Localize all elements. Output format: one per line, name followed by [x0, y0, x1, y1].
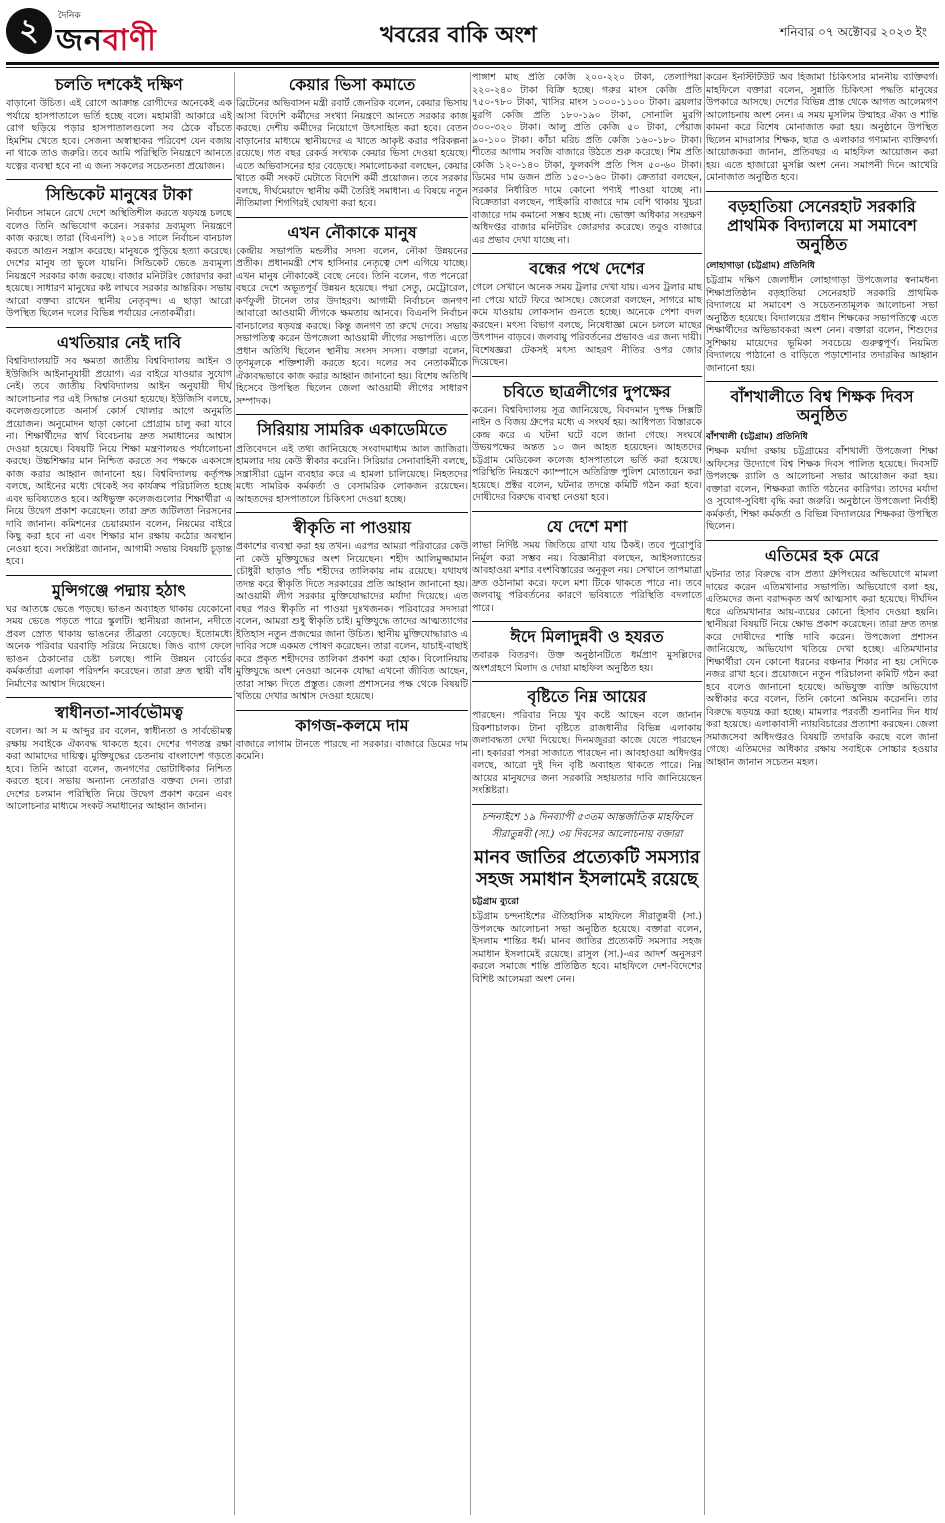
article-body: পাঙ্গাশ মাছ প্রতি কেজি ২০০-২২০ টাকা, তেলাপিয়া ২২০-২৪০ টাকা বিক্রি হচ্ছে। গরুর মাংস কেজি প্রতি ৭৫০-৭৮০ টাকা, খাসির মাংস ১০০০-১১০০ টাকা। ব্রয়লার মুরগি কেজি প্রতি ১৮০-১৯০ টাকা, সোনালি মুরগি ৩০০-৩২০ টাকা। আলু প্রতি কেজি ৫০ টাকা, পেঁয়াজ ৯০-১০০ টাকা। কাঁচা মরিচ প্রতি কেজি ১৬০-১৮০ টাকা। শীতের আগাম সবজি বাজারে উঠতে শুরু করেছে। শিম প্রতি কেজি ১২০-১৪০ টাকা, ফুলকপি প্রতি পিস ৫০-৬০ টাকা। ডিমের দাম ডজন প্রতি ১৫০-১৬০ টাকা। ক্রেতারা বলছেন, সরকার নির্ধারিত দামে কোনো পণ্যই পাওয়া যাচ্ছে না। বিক্রেতারা বলছেন, পাইকারি বাজারে দাম বেশি থাকায় খুচরা বাজারে দাম কমানো সম্ভব হচ্ছে না। ভোক্তা অধিকার সংরক্ষণ অধিদপ্তর বাজার মনিটরিং জোরদার করেছে। তবুও বাজারে এর প্রভাব দেখা যাচ্ছে না।	[472, 72, 702, 246]
section-title: খবরের বাকি অংশ	[380, 23, 537, 48]
article	[6, 185, 232, 321]
article-separator	[236, 710, 468, 711]
article-headline: মুন্সিগঞ্জে পদ্মায় হঠাৎ	[51, 580, 186, 600]
publication-date: শনিবার ০৭ অক্টোবর ২০২৩ ইং	[779, 25, 927, 39]
article-body: প্রতিবেদনে এই তথ্য জানিয়েছে সংবাদমাধ্যম আল জাজিরা। হামলার দায় কেউ স্বীকার করেনি। সিরিয়ার সেনাবাহিনী বলছে, সন্ত্রাসীরা ড্রোন ব্যবহার করে এ হামলা চালিয়েছে। নিহতদের মধ্যে সামরিক কর্মকর্তা ও বেসামরিক লোকজন রয়েছেন। আহতদের হাসপাতালে চিকিৎসা দেওয়া হচ্ছে।	[236, 443, 468, 505]
article-separator	[6, 575, 232, 576]
article-headline: কেয়ার ভিসা কমাতে	[288, 75, 416, 94]
article-headline: স্বাধীনতা-সার্বভৌমত্ব	[54, 703, 184, 723]
article-byline: বাঁশখালী (চট্টগ্রাম) প্রতিনিধি	[706, 432, 808, 443]
article	[472, 627, 702, 675]
article-byline: লোহাগাড়া (চট্টগ্রাম) প্রতিনিধি	[706, 261, 815, 272]
article-headline: ঈদে মিলাদুন্নবী ও হযরত	[510, 627, 664, 647]
article-headline: বৃষ্টিতে নিম্ন আয়ের	[527, 687, 647, 707]
article-separator	[472, 621, 702, 622]
column-4	[706, 72, 938, 1515]
article-body: চট্টগ্রাম চন্দনাইশের ঐতিহাসিক মাহফিলে সীরাতুন্নবী (সা.) উপলক্ষে আলোচনা সভা অনুষ্ঠিত হয়েছে। বক্তারা বলেন, ইসলাম শান্তির ধর্ম। মানব জাতির প্রত্যেকটি সমস্যার সহজ সমাধান ইসলামেই রয়েছে। রাসুল (সা.)-এর আদর্শ অনুসরণ করলে সমাজে শান্তি প্রতিষ্ঠিত হবে। মাহফিলে দেশ-বিদেশের বিশিষ্ট আলেমরা অংশ নেন।	[472, 911, 702, 985]
article-headline: বন্ধের পথে দেশের	[529, 259, 645, 278]
article-body: কেন্দ্রীয় সভাপতি মন্ডলীর সদস্য বলেন, নৌকা উন্নয়নের প্রতীক। প্রধানমন্ত্রী শেখ হাসিনার নেতৃত্বে দেশ এগিয়ে যাচ্ছে। এখন মানুষ নৌকাকেই বেছে নেবে। তিনি বলেন, গত পনেরো বছরে দেশে অভূতপূর্ব উন্নয়ন হয়েছে। পদ্মা সেতু, মেট্রোরেল, কর্ণফুলী টানেল তার উদাহরণ। আগামী নির্বাচনে জনগণ আবারো আওয়ামী লীগকে ক্ষমতায় আনবে। বিএনপি নির্বাচন বানচালের ষড়যন্ত্র করছে। কিন্তু জনগণ তা রুখে দেবে। সভায় সভাপতিত্ব করেন উপজেলা আওয়ামী লীগের সভাপতি। এতে প্রধান অতিথি ছিলেন স্থানীয় সংসদ সদস্য। বক্তারা বলেন, তৃণমূলকে শক্তিশালী করতে হবে। দলের সব নেতাকর্মীকে ঐক্যবদ্ধভাবে কাজ করার আহ্বান জানানো হয়। বিশেষ অতিথি হিসেবে উপস্থিত ছিলেন জেলা আওয়ামী লীগের সাধারণ সম্পাদক।	[236, 245, 468, 407]
column-divider	[704, 72, 705, 1515]
newspaper-logo	[56, 16, 157, 67]
article	[6, 333, 232, 569]
article-separator	[706, 381, 938, 382]
column-3	[472, 72, 702, 1515]
logo-part-2: বাণী	[102, 23, 157, 58]
article-headline: স্বীকৃতি না পাওয়ায়	[292, 518, 412, 538]
article-body: ব্রিটেনের অভিবাসন মন্ত্রী রবার্ট জেনরিক বলেন, কেয়ার ভিসায় আসা বিদেশি কর্মীদের সংখ্যা নিয়ন্ত্রণে আনতে সরকার কাজ করছে। দেশীয় কর্মীদের নিয়োগে উৎসাহিত করা হবে। বেতন বাড়ানোর মাধ্যমে স্থানীয়দের এ খাতে আকৃষ্ট করার পরিকল্পনা রয়েছে। গত বছর রেকর্ড সংখ্যক কেয়ার ভিসা দেওয়া হয়েছে। এতে অভিবাসনের হার বেড়েছে। সমালোচকরা বলছেন, কেয়ার খাতে কর্মী সংকট মেটাতে বিদেশি কর্মী প্রয়োজন। তবে সরকার বলছে, দীর্ঘমেয়াদে স্থানীয় কর্মী তৈরিই সমাধান। এ বিষয়ে নতুন নীতিমালা শিগগিরই ঘোষণা করা হবে।	[236, 98, 468, 210]
article-headline: এখন নৌকাকে মানুষ	[287, 222, 417, 242]
article-body: গেলে সেখানে অনেক সময় ট্রলার দেখা যায়। এসব ট্রলার মাছ না পেয়ে ঘাটে ফিরে আসছে। জেলেরা বলছেন, সাগরে মাছ কমে যাওয়ায় লোকসান গুনতে হচ্ছে। অনেকে পেশা বদল করছেন। মৎস্য বিভাগ বলছে, নিষেধাজ্ঞা মেনে চললে মাছের উৎপাদন বাড়বে। জলবায়ু পরিবর্তনের প্রভাবও এর জন্য দায়ী। বিশেষজ্ঞরা টেকসই মৎস্য আহরণ নীতির ওপর জোর দিয়েছেন।	[472, 282, 702, 369]
article-body: ঘটনার তার বিরুদ্ধে বাস প্রত্যা গ্রুপিংয়ের অভিযোগে মামলা দায়ের করেন এতিমখানার সভাপতি। অভিযোগে বলা হয়, এতিমদের জন্য বরাদ্দকৃত অর্থ আত্মসাৎ করা হয়েছে। দীর্ঘদিন ধরে এতিমখানার আয়-ব্যয়ের কোনো হিসাব দেওয়া হয়নি। স্থানীয়রা বিষয়টি নিয়ে ক্ষোভ প্রকাশ করেছেন। তারা দ্রুত তদন্ত করে দোষীদের শাস্তি দাবি করেন। উপজেলা প্রশাসন জানিয়েছে, অভিযোগ খতিয়ে দেখা হচ্ছে। এতিমখানার শিক্ষার্থীরা যেন কোনো ধরনের বঞ্চনার শিকার না হয় সেদিকে নজর রাখা হবে। প্রয়োজনে নতুন পরিচালনা কমিটি গঠন করা হবে বলেও জানানো হয়েছে। অভিযুক্ত ব্যক্তি অভিযোগ অস্বীকার করে বলেন, তিনি কোনো অনিয়ম করেননি। তার বিরুদ্ধে ষড়যন্ত্র করা হচ্ছে। মামলার পরবর্তী শুনানির দিন ধার্য করা হয়েছে। এলাকাবাসী ন্যায়বিচারের প্রত্যাশা করছেন। জেলা সমাজসেবা অধিদপ্তরও বিষয়টি তদারকি করছে বলে জানা গেছে। এতিমদের অধিকার রক্ষায় সবাইকে সোচ্চার হওয়ার আহ্বান জানান সচেতন মহল।	[706, 569, 938, 768]
article-body: করেন। বিশ্ববিদ্যালয় সূত্র জানিয়েছে, বিবদমান দুপক্ষ সিক্সটি নাইন ও বিজয় গ্রুপের মধ্যে এ সংঘর্ষ হয়। আধিপত্য বিস্তারকে কেন্দ্র করে এ ঘটনা ঘটে বলে জানা গেছে। সংঘর্ষে উভয়পক্ষের অন্তত ১০ জন আহত হয়েছেন। আহতদের চট্টগ্রাম মেডিকেল কলেজ হাসপাতালে ভর্তি করা হয়েছে। পরিস্থিতি নিয়ন্ত্রণে ক্যাম্পাসে অতিরিক্ত পুলিশ মোতায়েন করা হয়েছে। প্রক্টর বলেন, ঘটনার তদন্তে কমিটি গঠন করা হবে। দোষীদের বিরুদ্ধে ব্যবস্থা নেওয়া হবে।	[472, 404, 702, 504]
article-kicker: চন্দনাইশে ১৯ দিনব্যাপী ৫৩তম আন্তর্জাতিক মাহফিলে সীরাতুন্নবী (সা.) ৩য় দিবসের আলোচনায় বক্তারা	[481, 811, 693, 840]
article	[236, 420, 468, 506]
article-body: বিশ্ববিদ্যালয়টি সব ক্ষমতা জাতীয় বিশ্ববিদ্যালয় আইন ও ইউজিসি আইনানুযায়ী প্রয়োগ। এর বাইরে যাওয়ার সুযোগ নেই। তবে জাতীয় বিশ্ববিদ্যালয় আইন অনুযায়ী দীর্ঘ আলোচনার পর এই সিদ্ধান্ত নেওয়া হয়েছে। ইউজিসি বলছে, কলেজগুলোতে অনার্স কোর্স খোলার আগে অনুমতি প্রয়োজন। অনুমোদন ছাড়া কোনো প্রোগ্রাম চালু করা যাবে না। শিক্ষার্থীদের স্বার্থ বিবেচনায় দ্রুত সমাধানের আশ্বাস দেওয়া হয়েছে। বিষয়টি নিয়ে শিক্ষা মন্ত্রণালয়ও পর্যালোচনা করছে। উচ্চশিক্ষার মান নিশ্চিত করতে সব পক্ষকে একসঙ্গে কাজ করার আহ্বান জানানো হয়। বিশ্ববিদ্যালয় কর্তৃপক্ষ বলছে, আইনের মধ্যে থেকেই সব কার্যক্রম পরিচালিত হচ্ছে এবং ভবিষ্যতেও হবে। অধিভুক্ত কলেজগুলোর শিক্ষার্থীরা এ নিয়ে উদ্বেগ প্রকাশ করেছেন। তারা দ্রুত জটিলতা নিরসনের দাবি জানান। কমিশনের চেয়ারম্যান বলেন, নিয়মের বাইরে কিছু করা হবে না এবং শিক্ষার মান রক্ষায় কঠোর অবস্থান নেওয়া হবে। সংশ্লিষ্টরা জানান, আগামী সভায় বিষয়টি চূড়ান্ত হবে।	[6, 356, 232, 568]
article-headline: বাঁশখালীতে বিশ্ব শিক্ষক দিবস অনুষ্ঠিত	[730, 387, 914, 426]
article	[236, 716, 468, 764]
article-headline: এতিমের হক মেরে	[764, 545, 880, 565]
article-byline: চট্টগ্রাম ব্যুরো	[472, 897, 519, 908]
article-separator	[706, 540, 938, 541]
article	[706, 197, 938, 376]
article	[706, 546, 938, 769]
article	[706, 72, 938, 185]
article	[706, 387, 938, 534]
article	[472, 259, 702, 370]
logo-part-1: জন	[56, 23, 103, 58]
article-headline: সিরিয়ায় সামরিক একাডেমিতে	[257, 420, 447, 440]
article-body: পারছেন। পরিবার নিয়ে খুব কষ্টে আছেন বলে জানান রিকশাচালক। টানা বৃষ্টিতে রাজধানীর বিভিন্ন এলাকায় জলাবদ্ধতা দেখা দিয়েছে। দিনমজুররা কাজে যেতে পারছেন না। হকাররা পসরা সাজাতে পারছেন না। আবহাওয়া অধিদপ্তর বলছে, আরো দুই দিন বৃষ্টি অব্যাহত থাকতে পারে। নিম্ন আয়ের মানুষদের জন্য সরকারি সহায়তার দাবি জানিয়েছেন সংশ্লিষ্টরা।	[472, 710, 702, 797]
article	[472, 517, 702, 615]
article	[472, 382, 702, 505]
article	[472, 72, 702, 247]
article-body: বলেন। আ স ম আব্দুর রব বলেন, স্বাধীনতা ও সার্বভৌমত্ব রক্ষায় সবাইকে ঐক্যবদ্ধ থাকতে হবে। দেশের গণতন্ত্র রক্ষা করা আমাদের দায়িত্ব। মুক্তিযুদ্ধের চেতনায় বাংলাদেশ গড়তে হবে। তিনি আরো বলেন, জনগণের ভোটাধিকার নিশ্চিত করতে হবে। সভায় অন্যান্য নেতারাও বক্তব্য দেন। তারা দেশের চলমান পরিস্থিতি নিয়ে উদ্বেগ প্রকাশ করেন এবং আলোচনার মাধ্যমে সংকট সমাধানের আহ্বান জানান।	[6, 726, 232, 813]
article-body: নির্বাচন সামনে রেখে দেশে অস্থিতিশীল করতে ষড়যন্ত্র চলছে বলেও তিনি অভিযোগ করেন। সরকার দ্রব্যমূল্য নিয়ন্ত্রণে কাজ করছে। তারা (বিএনপি) ২০১৪ সালে নির্বাচন বানচাল করতে আগুন সন্ত্রাস করেছে। মানুষকে পুড়িয়ে হত্যা করেছে। দেশের মানুষ তা ভুলে যায়নি। সিন্ডিকেট ভেঙে দ্রব্যমূল্য নিয়ন্ত্রণে সরকার কাজ করছে। বাজার মনিটরিং জোরদার করা হয়েছে। সাধারণ মানুষের কষ্ট লাঘবে সরকার আন্তরিক। সভায় আরো বক্তব্য রাখেন স্থানীয় নেতৃবৃন্দ। এ ছাড়া আরো উপস্থিত ছিলেন দলের বিভিন্ন পর্যায়ের নেতাকর্মীরা।	[6, 208, 232, 320]
article-separator	[6, 179, 232, 180]
masthead	[0, 0, 945, 64]
article	[472, 810, 702, 986]
article	[472, 687, 702, 798]
article-headline: কাগজ-কলমে দাম	[295, 715, 409, 735]
article-separator	[236, 512, 468, 513]
article-headline: যে দেশে মশা	[546, 516, 628, 536]
article-headline: চবিতে ছাত্রলীগের দুপক্ষের	[503, 381, 671, 401]
article-headline: মানব জাতির প্রত্যেকটি সমস্যার সহজ সমাধান ইসলামেই রয়েছে	[474, 846, 700, 890]
page-number: ২	[6, 8, 52, 54]
article-body: ঘর আতঙ্কে ভেঙে পড়ছে। ভাঙন অব্যাহত থাকায় যেকোনো সময় ভেঙে পড়তে পারে স্কুলটি। স্থানীয়রা জানান, নদীতে প্রবল স্রোত থাকায় ভাঙনের তীব্রতা বেড়েছে। ইতোমধ্যে অনেক পরিবার ঘরবাড়ি সরিয়ে নিয়েছে। জিও ব্যাগ ফেলে ভাঙন ঠেকানোর চেষ্টা চলছে। পানি উন্নয়ন বোর্ডের কর্মকর্তারা এলাকা পরিদর্শন করেছেন। তারা দ্রুত স্থায়ী বাঁধ নির্মাণের আশ্বাস দিয়েছেন।	[6, 603, 232, 690]
article-headline: এখতিয়ার নেই দাবি	[56, 332, 182, 352]
article-body: তবারক বিতরণ। উক্ত অনুষ্ঠানটিতে ধর্মপ্রাণ মুসল্লিদের অংশগ্রহণে মিলাদ ও দোয়া মাহফিল অনুষ্ঠিত হয়।	[472, 650, 702, 674]
article	[6, 581, 232, 692]
article	[6, 75, 232, 173]
article	[6, 703, 232, 814]
article-headline: চলতি দশকেই দক্ষিণ	[55, 75, 183, 94]
column-2	[236, 72, 468, 1515]
article-body: বাজারে লাগাম টানতে পারছে না সরকার। বাজারে ডিমের দাম কমেনি।	[236, 738, 468, 763]
article-body: করেন ইনস্টিটিউট অব হিজামা চিকিৎসার মাননীয় ব্যক্তিবর্গ। মাহফিলে বক্তারা বলেন, সুন্নাতি চিকিৎসা পদ্ধতি মানুষের উপকারে আসছে। দেশের বিভিন্ন প্রান্ত থেকে আগত আলেমগণ আলোচনায় অংশ নেন। এ সময় মুসলিম উম্মাহর ঐক্য ও শান্তি কামনা করে বিশেষ মোনাজাত করা হয়। অনুষ্ঠানে উপস্থিত ছিলেন মাদরাসার শিক্ষক, ছাত্র ও এলাকার গণ্যমান্য ব্যক্তিবর্গ। আয়োজকরা জানান, প্রতিবছর এ মাহফিল আয়োজন করা হয়। এতে হাজারো মুসল্লি অংশ নেন। সমাপনী দিনে আখেরি মোনাজাত অনুষ্ঠিত হবে।	[706, 72, 938, 183]
article-separator	[706, 191, 938, 192]
article-body: প্রকাশের ব্যবস্থা করা হয় তখন। এরপর আমরা পরিবারের কেউ না কেউ মুক্তিযুদ্ধের অংশ নিয়েছেন। শহীদ আলিমুজ্জামান চৌধুরী ছাড়াও পাঁচ শহীদের তালিকায় নাম রয়েছে। যথাযথ তদন্ত করে স্বীকৃতি দিতে সরকারের প্রতি আহ্বান জানানো হয়। আওয়ামী লীগ সরকার মুক্তিযোদ্ধাদের মর্যাদা দিয়েছে। এত বছর পরও স্বীকৃতি না পাওয়া দুঃখজনক। পরিবারের সদস্যরা বলেন, আমরা শুধু স্বীকৃতি চাই। মুক্তিযুদ্ধে তাদের আত্মত্যাগের ইতিহাস নতুন প্রজন্মের জানা উচিত। স্থানীয় মুক্তিযোদ্ধারাও এ দাবির সঙ্গে একমত পোষণ করেছেন। তারা বলেন, যাচাই-বাছাই করে প্রকৃত শহীদদের তালিকা প্রকাশ করা হোক। বিলোনিয়ায় মুক্তিযুদ্ধে অংশ নেওয়া অনেক যোদ্ধা এখনো জীবিত আছেন, তারা সাক্ষ্য দিতে প্রস্তুত। জেলা প্রশাসনের পক্ষ থেকে বিষয়টি খতিয়ে দেখার আশ্বাস দেওয়া হয়েছে।	[236, 541, 468, 703]
masthead-rule-thin	[6, 67, 939, 68]
article-body: বাড়ানো উচিত। এই রোগে আক্রান্ত রোগীদের অনেকেই এক পর্যায়ে হাসপাতালে ভর্তি হচ্ছে বলে। মহামারী আকারে এই রোগ ছড়িয়ে পড়ার হাসপাতালগুলো সব ঠেকে বাঁচতে হিমশিম খেতে হবে। সেজন্য অস্বাস্থ্যকর পরিবেশ যেন বজায় না থাকে তাও জরুরি। তবে আমি পরিস্থিতি নিয়ন্ত্রণে আনতে যত্নের ব্যবস্থা হবে না এ জন্য সকলের সচেতনতা প্রয়োজন।	[6, 98, 232, 172]
article-headline: সিন্ডিকেট মানুষের টাকা	[45, 185, 193, 205]
article-body: লাভা নির্দিষ্ট সময় জিতিয়ে রাখা যায় ঠিকই। তবে পুরোপুরি নির্মূল করা সম্ভব নয়। বিজ্ঞানীরা বলছেন, আইসল্যান্ডের আবহাওয়া মশার বংশবিস্তারের অনুকূল নয়। সেখানে তাপমাত্রা দ্রুত ওঠানামা করে। ফলে মশা টিকে থাকতে পারে না। তবে জলবায়ু পরিবর্তনের কারণে ভবিষ্যতে পরিস্থিতি বদলাতে পারে।	[472, 540, 702, 614]
article-headline: বড়হাতিয়া সেনেরহাট সরকারি প্রাথমিক বিদ্যালয়ে মা সমাবেশ অনুষ্ঠিত	[727, 196, 917, 254]
article-separator	[6, 327, 232, 328]
article-separator	[6, 697, 232, 698]
article-body: শিক্ষক মর্যাদা রক্ষায় চট্টগ্রামের বাঁশখালী উপজেলা শিক্ষা অফিসের উদ্যোগে বিশ্ব শিক্ষক দিবস পালিত হয়েছে। দিবসটি উপলক্ষে র‍্যালি ও আলোচনা সভার আয়োজন করা হয়। বক্তারা বলেন, শিক্ষকরা জাতি গঠনের কারিগর। তাদের মর্যাদা ও সুযোগ-সুবিধা বৃদ্ধি করা জরুরি। অনুষ্ঠানে উপজেলা নির্বাহী কর্মকর্তা, শিক্ষা কর্মকর্তা ও বিভিন্ন বিদ্যালয়ের শিক্ষকরা উপস্থিত ছিলেন।	[706, 446, 938, 533]
article-separator	[236, 414, 468, 415]
article-separator	[472, 511, 702, 512]
article-separator	[472, 681, 702, 682]
column-divider	[470, 72, 471, 1515]
article	[236, 518, 468, 704]
article	[236, 75, 468, 211]
article-body: চট্টগ্রাম দক্ষিণ জেলাধীন লোহাগাড়া উপজেলার স্বনামধন্য শিক্ষাপ্রতিষ্ঠান বড়হাতিয়া সেনেরহাট সরকারি প্রাথমিক বিদ্যালয়ে মা সমাবেশ ও সচেতনতামূলক আলোচনা সভা অনুষ্ঠিত হয়েছে। বিদ্যালয়ের প্রধান শিক্ষকের সভাপতিত্বে এতে শিক্ষার্থীদের অভিভাবকরা অংশ নেন। বক্তারা বলেন, শিশুদের সুশিক্ষায় মায়েদের ভূমিকা সবচেয়ে গুরুত্বপূর্ণ। নিয়মিত বিদ্যালয়ে পাঠানো ও বাড়িতে পড়াশোনার তদারকির আহ্বান জানানো হয়।	[706, 275, 938, 374]
article-separator	[236, 217, 468, 218]
article-separator	[472, 804, 702, 805]
article	[236, 223, 468, 409]
column-divider	[234, 72, 235, 1515]
masthead-rule	[6, 62, 939, 65]
dainik-label: দৈনিক	[58, 11, 81, 21]
article-separator	[472, 376, 702, 377]
column-1	[6, 72, 232, 1515]
article-separator	[472, 253, 702, 254]
